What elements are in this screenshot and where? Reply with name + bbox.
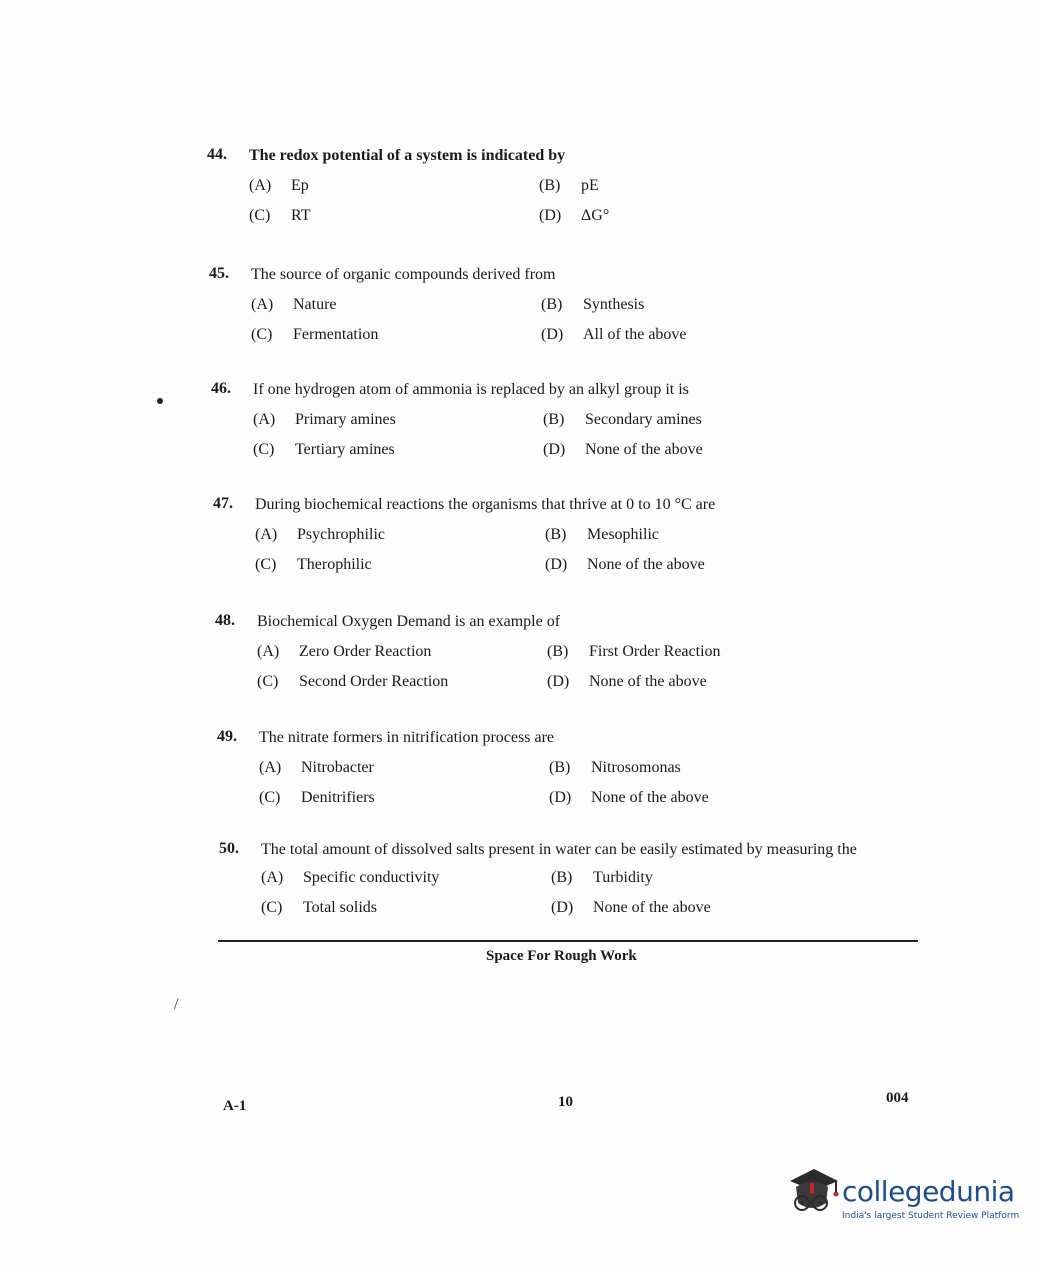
question-text: The nitrate formers in nitrification process are [259,729,554,746]
option-c: (C) Fermentation [251,326,379,343]
option-d: (D) ΔG° [539,207,610,224]
option-c: (C) Second Order Reaction [257,673,449,690]
option-a: (A) Psychrophilic [255,526,385,543]
option-a: (A) Specific conductivity [261,869,440,886]
question-text: The redox potential of a system is indicated by [249,147,566,164]
option-list [257,642,915,692]
question-text: During biochemical reactions the organisms that thrive at 0 to 10 °C are [255,496,716,513]
option-d: (D) None of the above [547,673,707,690]
option-b: (B) Secondary amines [543,411,702,428]
logo-name: collegedunia [842,1175,1015,1208]
question-49 [217,728,917,808]
option-c: (C) Denitrifiers [259,789,375,806]
collegedunia-logo [782,1163,1020,1233]
student-mascot-icon [782,1163,840,1225]
option-list [259,758,917,808]
stray-dot [157,398,163,404]
question-text: The source of organic compounds derived from [251,266,556,283]
option-a: (A) Zero Order Reaction [257,643,432,660]
question-number: 46. [211,380,231,397]
question-number: 48. [215,612,235,629]
option-d: (D) None of the above [543,441,703,458]
option-list [253,410,901,460]
option-c: (C) Tertiary amines [253,441,395,458]
question-47 [213,495,913,575]
option-c: (C) RT [249,207,311,224]
option-b: (B) Mesophilic [545,526,659,543]
option-b: (B) pE [539,177,599,194]
option-c: (C) Therophilic [255,556,372,573]
question-text: Biochemical Oxygen Demand is an example of [257,613,561,630]
question-44 [207,146,887,226]
divider [218,940,918,942]
option-list [249,176,887,226]
question-50 [219,840,909,918]
question-number: 44. [207,146,227,163]
question-number: 49. [217,728,237,745]
stray-mark: / [174,996,179,1013]
option-d: (D) All of the above [541,326,687,343]
option-d: (D) None of the above [545,556,705,573]
option-a: (A) Nitrobacter [259,759,374,776]
question-45 [209,265,889,345]
question-46 [211,380,901,460]
option-b: (B) First Order Reaction [547,643,721,660]
option-a: (A) Primary amines [253,411,396,428]
booklet-code: 004 [886,1090,909,1106]
question-number: 50. [219,840,239,857]
rough-work-label: Space For Rough Work [486,948,637,964]
option-a: (A) Nature [251,296,337,313]
option-b: (B) Nitrosomonas [549,759,681,776]
question-number: 47. [213,495,233,512]
question-48 [215,612,915,692]
option-list [261,868,909,918]
logo-tagline: India's largest Student Review Platform [842,1211,1020,1221]
page-number: 10 [558,1094,573,1110]
option-a: (A) Ep [249,177,309,194]
question-text: If one hydrogen atom of ammonia is replaced by an alkyl group it is [253,381,689,398]
option-d: (D) None of the above [551,899,711,916]
option-c: (C) Total solids [261,899,377,916]
question-text: The total amount of dissolved salts present in water can be easily estimated by measuring the [261,841,857,858]
option-list [255,525,913,575]
option-b: (B) Turbidity [551,869,653,886]
option-list [251,295,889,345]
option-d: (D) None of the above [549,789,709,806]
option-b: (B) Synthesis [541,296,645,313]
question-number: 45. [209,265,229,282]
footer-code: A-1 [223,1098,247,1114]
